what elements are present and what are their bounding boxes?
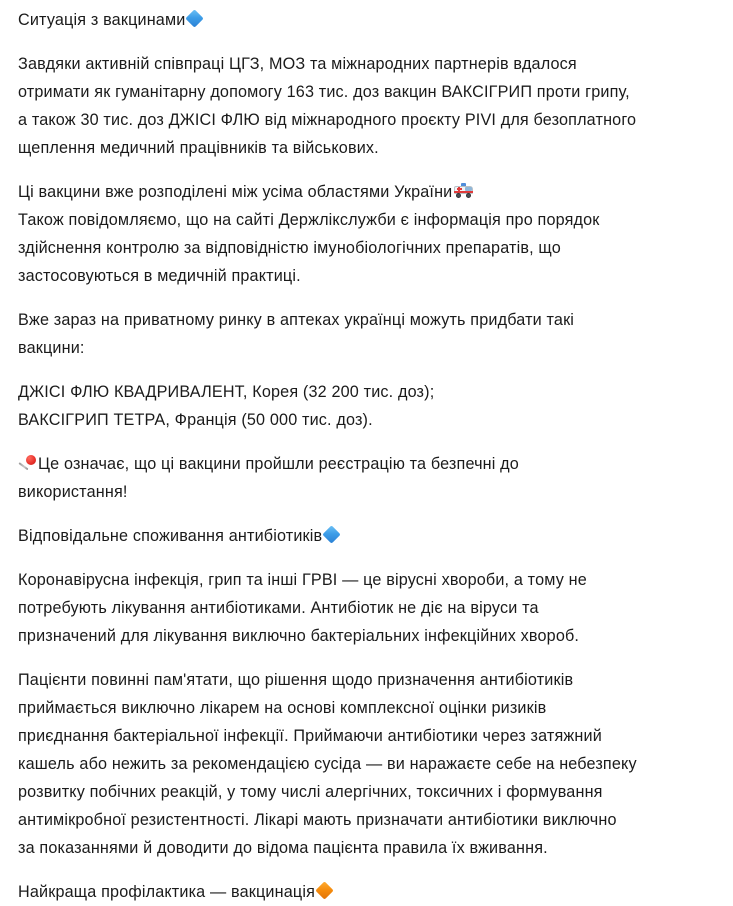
paragraph-private-market-intro xyxy=(18,306,719,362)
text-line: використання! xyxy=(18,483,128,501)
text-line: Найкраща профілактика — вакцинація xyxy=(18,883,316,901)
text-line: антимікробної резистентності. Лікарі мають призначати антибіотики виключно xyxy=(18,811,617,829)
text-line: розвитку побічних реакцій, у тому числі алергічних, токсичних і формування xyxy=(18,783,603,801)
large-blue-diamond-icon xyxy=(323,525,342,544)
list-item: ВАКСІГРИП ТЕТРА, Франція (50 000 тис. доз). xyxy=(18,411,373,429)
text-line: щеплення медичний працівників та військових. xyxy=(18,139,379,157)
text-line: Ситуація з вакцинами xyxy=(18,11,186,29)
paragraph-registration-note xyxy=(18,450,719,506)
text-line: Коронавірусна інфекція, грип та інші ГРВІ — це вірусні хвороби, а тому не xyxy=(18,571,587,589)
text-line: призначений для лікування виключно бактеріальних інфекційних хвороб. xyxy=(18,627,580,645)
text-line: а також 30 тис. доз ДЖІСІ ФЛЮ від міжнародного проєкту PIVI для безоплатного xyxy=(18,111,637,129)
text-line: застосовуються в медичній практиці. xyxy=(18,267,301,285)
text-line: приймається виключно лікарем на основі комплексної оцінки ризиків xyxy=(18,699,547,717)
heading-best-prophylaxis xyxy=(18,878,719,906)
paragraph-patients-must-remember xyxy=(18,666,719,862)
text-line-with-ambulance xyxy=(18,178,719,206)
paragraph-international-cooperation xyxy=(18,50,719,162)
text-line: Завдяки активній співпраці ЦГЗ, МОЗ та міжнародних партнерів вдалося xyxy=(18,55,577,73)
text-line: Відповідальне споживання антибіотиків xyxy=(18,527,323,545)
text-line: Це означає, що ці вакцини пройшли реєстрацію та безпечні до xyxy=(38,455,519,473)
text-line: за показаннями й доводити до відома пацієнта правила їх вживання. xyxy=(18,839,548,857)
heading-vaccine-situation xyxy=(18,6,719,34)
paragraph-distribution-and-control xyxy=(18,178,719,290)
text-line: отримати як гуманітарну допомогу 163 тис. доз вакцин ВАКСІГРИП проти грипу, xyxy=(18,83,630,101)
paragraph-vaccine-list xyxy=(18,378,719,434)
heading-responsible-antibiotic-use xyxy=(18,522,719,550)
text-line: кашель або нежить за рекомендацією сусіда — ви наражаєте себе на небезпеку xyxy=(18,755,637,773)
text-line: вакцини: xyxy=(18,339,85,357)
text-line: Ці вакцини вже розподілені між усіма областями України xyxy=(18,183,453,201)
large-blue-diamond-icon xyxy=(186,9,205,28)
text-line: Пацієнти повинні пам'ятати, що рішення щодо призначення антибіотиків xyxy=(18,671,574,689)
text-line: Вже зараз на приватному ринку в аптеках українці можуть придбати такі xyxy=(18,311,575,329)
text-line-with-pushpin xyxy=(18,450,719,478)
ambulance-icon xyxy=(453,182,475,200)
text-line: здійснення контролю за відповідністю імунобіологічних препаратів, що xyxy=(18,239,561,257)
large-orange-diamond-icon xyxy=(316,881,335,900)
text-line: приєднання бактеріальної інфекції. Приймаючи антибіотики через затяжний xyxy=(18,727,602,745)
paragraph-viral-diseases xyxy=(18,566,719,650)
text-line: потребують лікування антибіотиками. Антибіотик не діє на віруси та xyxy=(18,599,539,617)
round-pushpin-icon xyxy=(18,454,38,473)
list-item: ДЖІСІ ФЛЮ КВАДРИВАЛЕНТ, Корея (32 200 тис. доз); xyxy=(18,383,435,401)
text-line: Також повідомляємо, що на сайті Держлікслужби є інформація про порядок xyxy=(18,211,600,229)
